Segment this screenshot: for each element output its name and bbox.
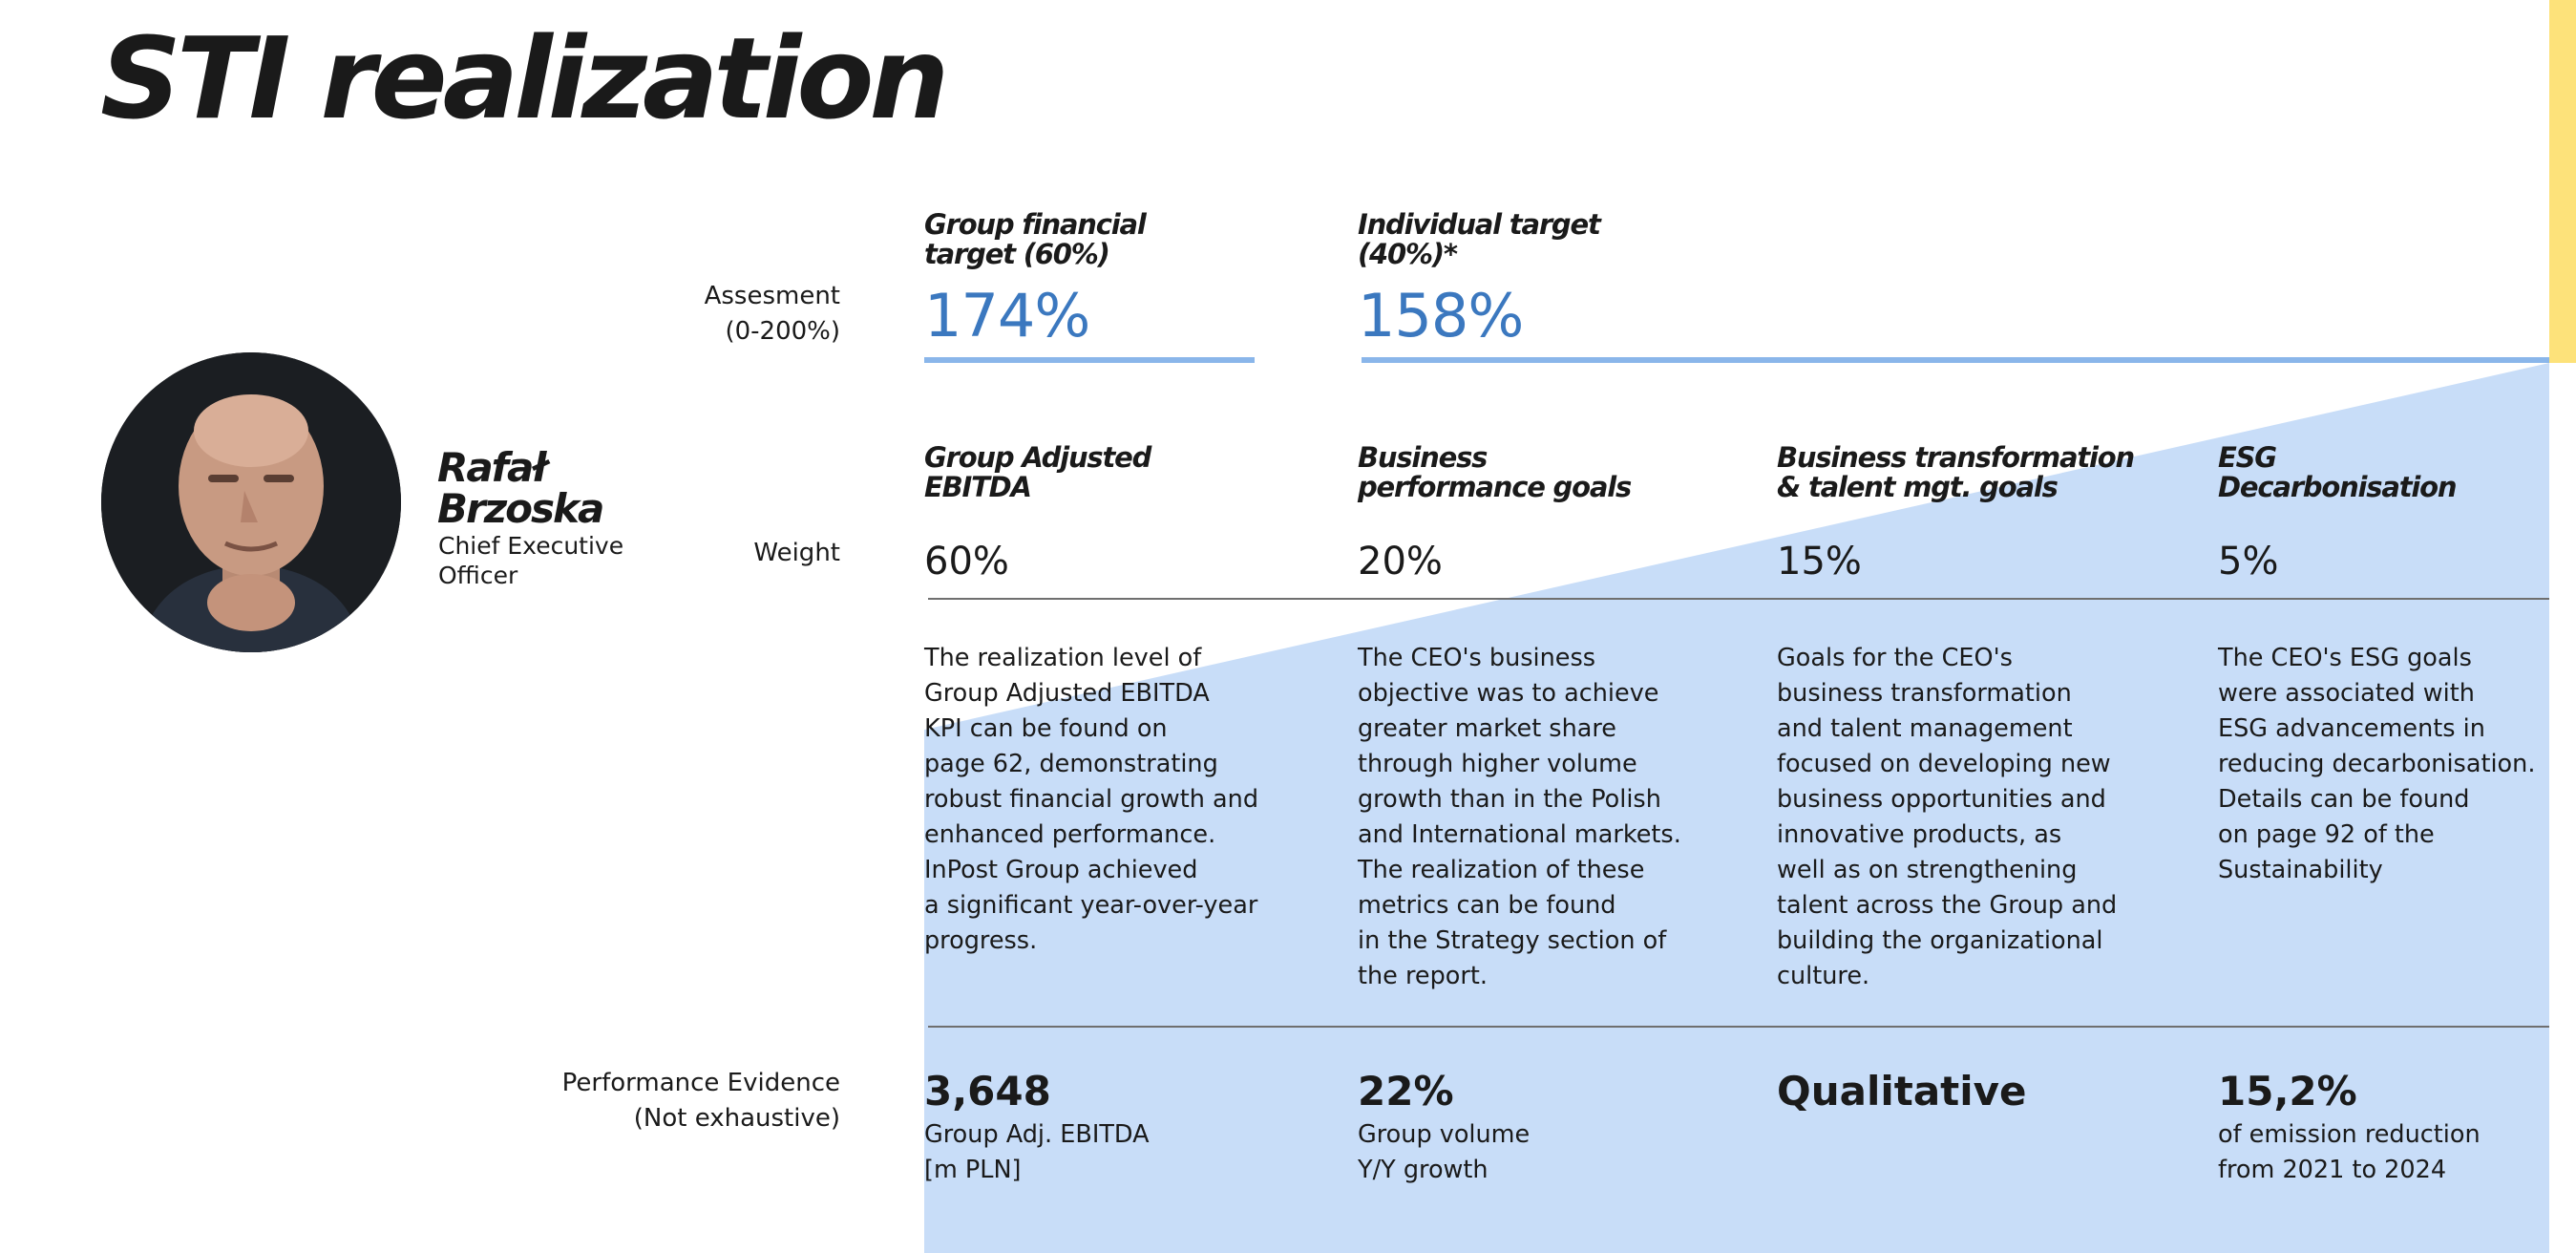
page-title: STI realization	[100, 12, 945, 144]
row-label-evidence: Performance Evidence (Not exhaustive)	[561, 1069, 840, 1133]
weight-ebitda: 60%	[924, 540, 1009, 584]
evidence-value-ebitda: 3,648	[924, 1068, 1051, 1115]
assessment-underline-individual	[1362, 357, 2549, 363]
evidence-caption-esg: of emission reduction from 2021 to 2024	[2218, 1120, 2481, 1184]
yellow-edge-tab	[2549, 0, 2576, 363]
goal-heading-ebitda: Group Adjusted EBITDA	[924, 441, 1151, 503]
description-business: The CEO's business objective was to achieve greater market share through higher volume growth than in the Polish and International markets. The realization of these metrics can be found in the Strategy section of the report.	[1358, 644, 1681, 990]
description-ebitda: The realization level of Group Adjusted EBITDA KPI can be found on page 62, demonstrating robust financial growth and enhanced performance. InPost Group achieved a significant year-over-year progress.	[924, 644, 1259, 955]
assessment-value-group: 174%	[924, 281, 1090, 350]
goal-heading-business: Business performance goals	[1358, 441, 1632, 503]
assessment-value-individual: 158%	[1358, 281, 1524, 350]
person-name: Rafał Brzoska	[437, 444, 603, 532]
assessment-heading-group: Group financial target (60%)	[924, 208, 1146, 270]
person-role: Chief Executive Officer	[438, 532, 624, 589]
assessment-heading-individual: Individual target (40%)*	[1358, 208, 1600, 270]
divider-evidence	[928, 1026, 2549, 1028]
portrait-photo-icon	[101, 352, 401, 652]
divider-weight	[928, 598, 2549, 600]
evidence-value-transformation: Qualitative	[1777, 1068, 2027, 1115]
evidence-caption-ebitda: Group Adj. EBITDA [m PLN]	[924, 1120, 1150, 1184]
row-label-weight: Weight	[753, 539, 840, 567]
row-label-assessment: Assesment (0-200%)	[704, 282, 840, 346]
evidence-caption-business: Group volume Y/Y growth	[1358, 1120, 1531, 1184]
avatar	[101, 352, 401, 652]
goal-heading-transformation: Business transformation & talent mgt. goals	[1777, 441, 2134, 503]
weight-business: 20%	[1358, 540, 1443, 584]
description-esg: The CEO's ESG goals were associated with ESG advancements in reducing decarbonisation. Details can be found on page 92 of the Sustainability	[2218, 644, 2536, 884]
goal-heading-esg: ESG Decarbonisation	[2218, 441, 2457, 503]
evidence-value-esg: 15,2%	[2218, 1068, 2357, 1115]
description-transformation: Goals for the CEO's business transformation and talent management focused on developing new business opportunities and innovative products, as well as on strengthening talent across the Group and building the organizational culture.	[1777, 644, 2118, 990]
evidence-value-business: 22%	[1358, 1068, 1454, 1115]
weight-esg: 5%	[2218, 540, 2279, 584]
assessment-underline-group	[924, 357, 1255, 363]
weight-transformation: 15%	[1777, 540, 1862, 584]
